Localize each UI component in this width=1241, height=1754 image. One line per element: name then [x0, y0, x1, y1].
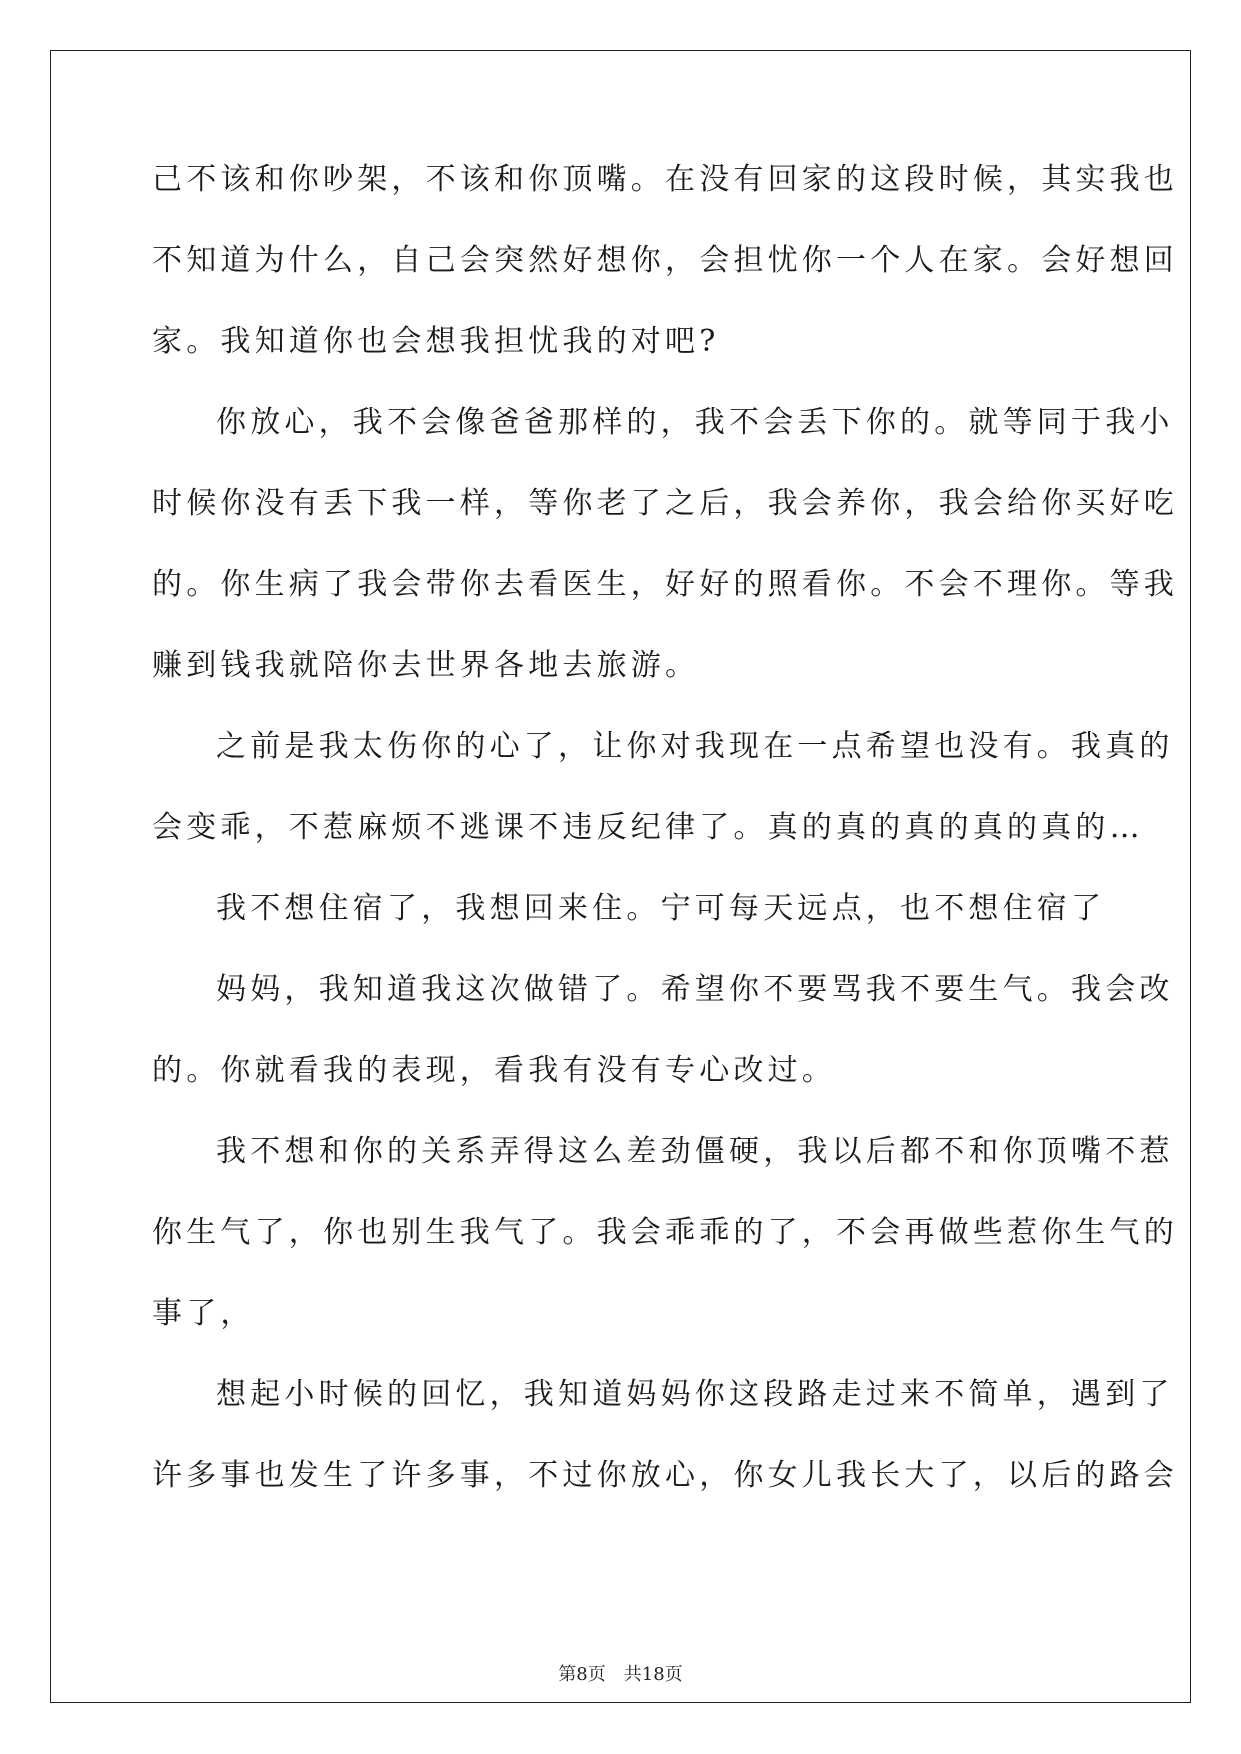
paragraph-start-line: 想起小时候的回忆，我知道妈妈你这段路走过来不简单，遇到了: [216, 1377, 1174, 1412]
text-line: 事了，: [152, 1296, 255, 1331]
text-line: 的。你就看我的表现，看我有没有专心改过。: [152, 1053, 836, 1088]
page-number-footer: 第8页 共18页: [558, 1664, 683, 1685]
text-line: 赚到钱我就陪你去世界各地去旅游。: [152, 648, 700, 683]
text-line: 许多事也发生了许多事，不过你放心，你女儿我长大了，以后的路会: [152, 1458, 1178, 1493]
paragraph-start-line: 我不想和你的关系弄得这么差劲僵硬，我以后都不和你顶嘴不惹: [216, 1134, 1174, 1169]
text-line: 你生气了，你也别生我气了。我会乖乖的了，不会再做些惹你生气的: [152, 1215, 1178, 1250]
text-line: 家。我知道你也会想我担忧我的对吧?: [152, 324, 720, 359]
paragraph-start-line: 妈妈，我知道我这次做错了。希望你不要骂我不要生气。我会改: [216, 972, 1174, 1007]
paragraph-start-line: 之前是我太伤你的心了，让你对我现在一点希望也没有。我真的: [216, 729, 1174, 764]
text-line: 的。你生病了我会带你去看医生，好好的照看你。不会不理你。等我: [152, 567, 1178, 602]
text-line: 己不该和你吵架，不该和你顶嘴。在没有回家的这段时候，其实我也: [152, 162, 1178, 197]
paragraph-start-line: 我不想住宿了，我想回来住。宁可每天远点，也不想住宿了: [216, 891, 1106, 926]
text-line: 不知道为什么，自己会突然好想你，会担忧你一个人在家。会好想回: [152, 243, 1178, 278]
paragraph-start-line: 你放心，我不会像爸爸那样的，我不会丢下你的。就等同于我小: [216, 405, 1174, 440]
document-body: [152, 160, 1178, 1537]
text-line: 会变乖，不惹麻烦不逃课不违反纪律了。真的真的真的真的真的…: [152, 810, 1144, 845]
text-line: 时候你没有丢下我一样，等你老了之后，我会养你，我会给你买好吃: [152, 486, 1178, 521]
